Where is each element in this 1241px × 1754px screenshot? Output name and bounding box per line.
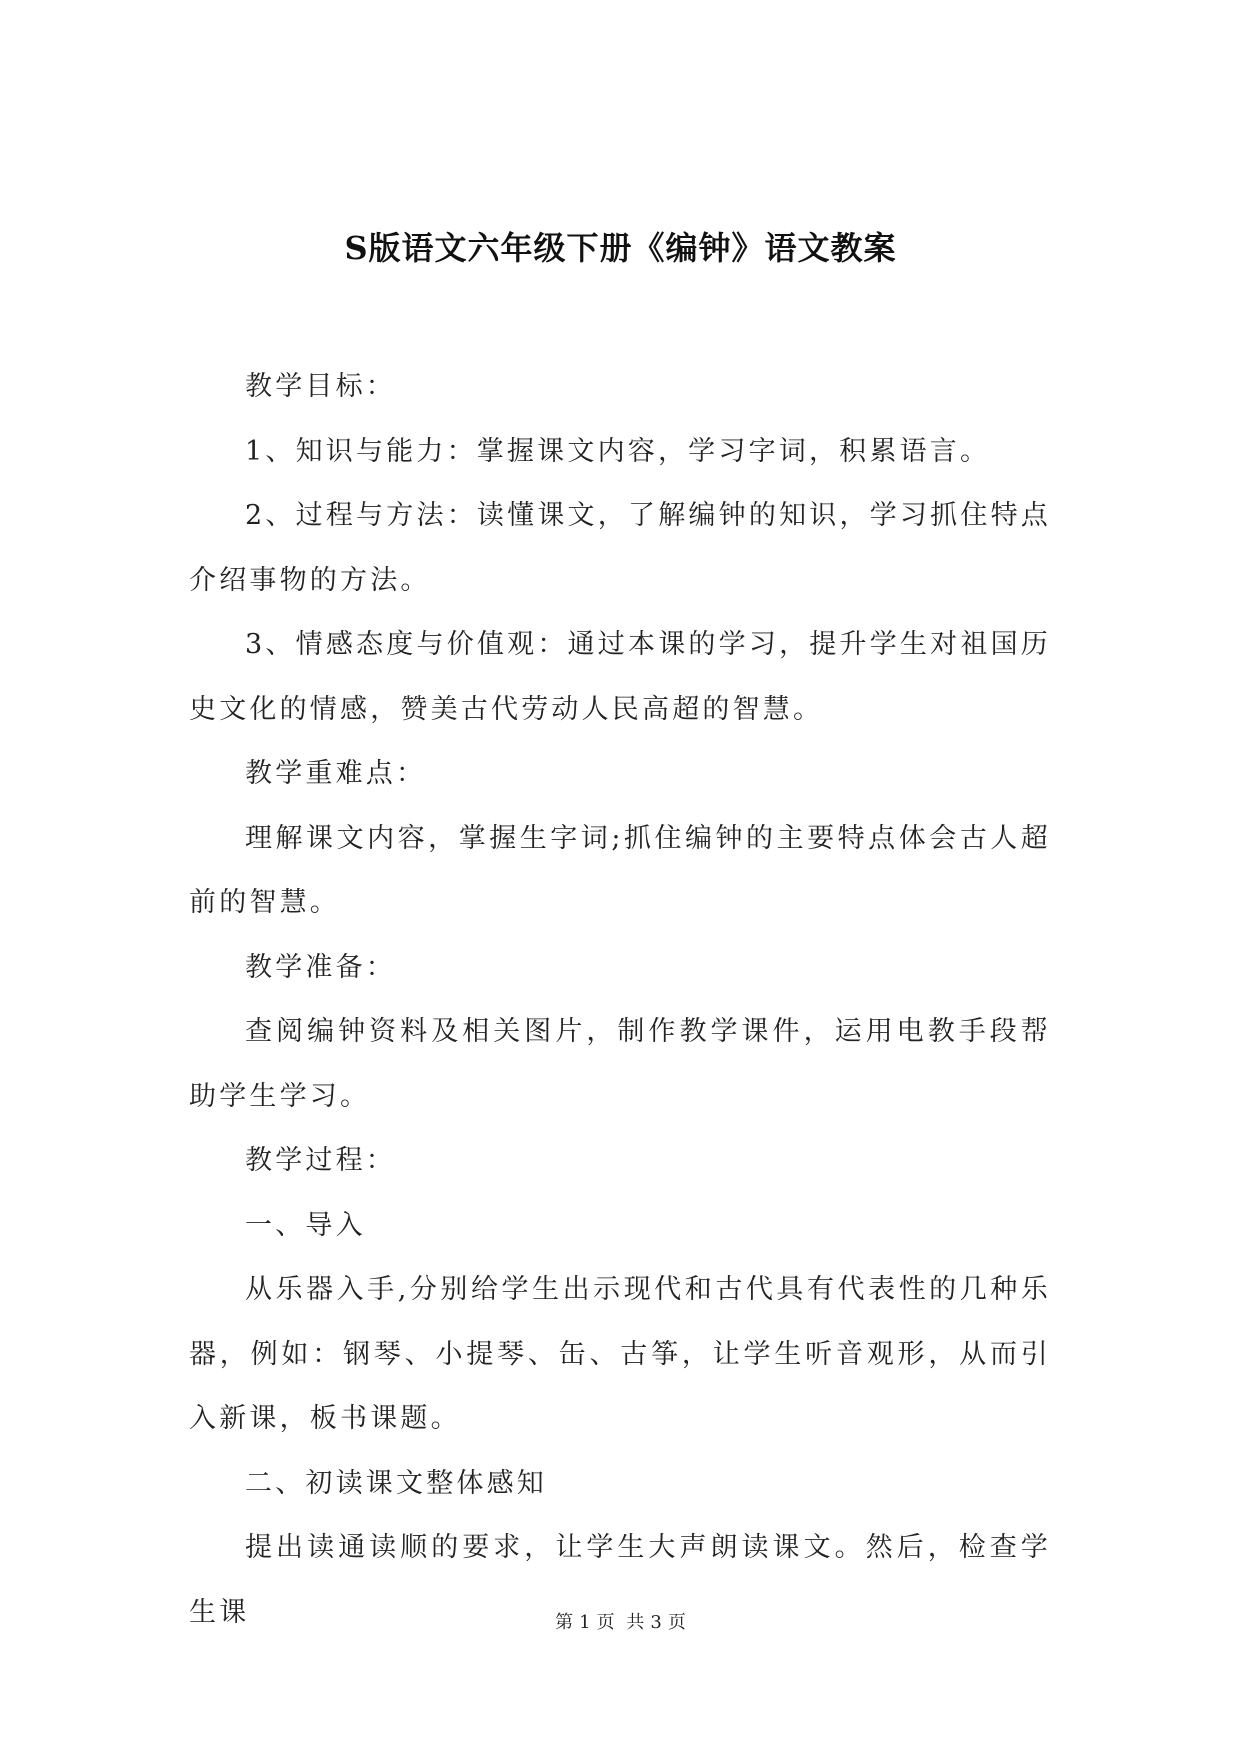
- paragraph: 教学目标：: [245, 371, 396, 402]
- paragraph: 3、情感态度与价值观：通过本课的学习，提升学生对祖国历史文化的情感，赞美古代劳动人民高超的智慧。: [189, 629, 1051, 725]
- paragraph: 1、知识与能力：掌握课文内容，学习字词，积累语言。: [245, 435, 991, 467]
- paragraph: 一、导入: [245, 1209, 366, 1241]
- page-label-suffix: 页: [667, 1612, 686, 1633]
- paragraph: 教学准备：: [245, 951, 396, 983]
- paragraph: 理解课文内容，掌握生字词;抓住编钟的主要特点体会古人超前的智慧。: [189, 822, 1051, 918]
- paragraph: 查阅编钟资料及相关图片，制作教学课件，运用电教手段帮助学生学习。: [189, 1016, 1051, 1112]
- document-title: S版语文六年级下册《编钟》语文教案: [344, 229, 897, 267]
- document-body: [189, 355, 1051, 1645]
- paragraph: 教学过程：: [245, 1145, 396, 1176]
- current-page-number: 1: [579, 1612, 591, 1633]
- page-label-prefix: 第: [555, 1612, 574, 1633]
- page-footer: [0, 1611, 1241, 1635]
- paragraph: 教学重难点：: [245, 758, 427, 789]
- paragraph: 2、过程与方法：读懂课文，了解编钟的知识，学习抓住特点介绍事物的方法。: [189, 500, 1051, 596]
- total-pages-number: 3: [650, 1612, 662, 1633]
- paragraph: 提出读通读顺的要求，让学生大声朗读课文。然后，检查学生课: [189, 1532, 1051, 1628]
- paragraph: 从乐器入手,分别给学生出示现代和古代具有代表性的几种乐器，例如：钢琴、小提琴、缶、古筝，让学生听音观形，从而引入新课，板书课题。: [189, 1274, 1051, 1434]
- paragraph: 二、初读课文整体感知: [245, 1467, 547, 1499]
- page-label-mid: 页 共: [596, 1612, 645, 1633]
